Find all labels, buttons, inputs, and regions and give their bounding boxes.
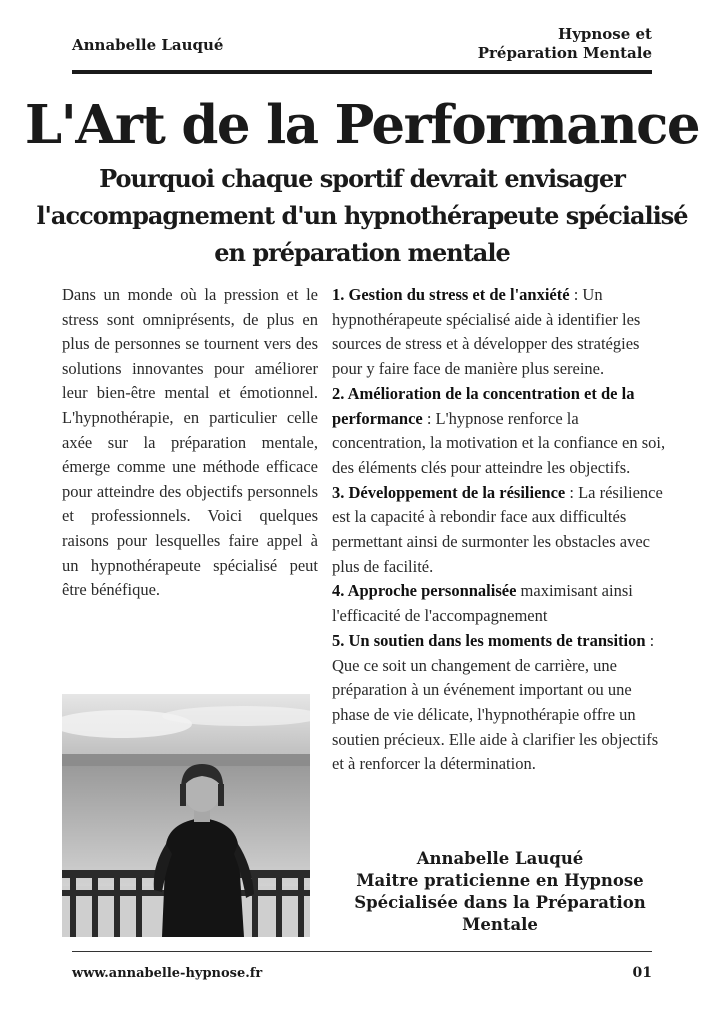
page-title: L'Art de la Performance bbox=[24, 94, 700, 156]
reason-item bbox=[332, 283, 668, 382]
brand-line-2: Préparation Mentale bbox=[477, 44, 652, 62]
signature-block bbox=[340, 848, 660, 936]
brand-title bbox=[478, 25, 652, 63]
reason-heading: 5. Un soutien dans les moments de transition bbox=[332, 630, 646, 650]
reason-text: : Que ce soit un changement de carrière, une préparation à un événement important ou une phase de vie délicate, l'hypnothérapie offre un soutien précieux. Elle aide à clarifier les objectifs et à renforcer la détermination. bbox=[332, 630, 659, 774]
reason-heading: 1. Gestion du stress et de l'anxiété bbox=[332, 285, 574, 304]
brand-line-1: Hypnose et bbox=[558, 25, 652, 43]
reason-item bbox=[332, 629, 668, 777]
signature-line-2: Spécialisée dans la Préparation bbox=[354, 893, 646, 912]
website-link[interactable]: www.annabelle-hypnose.fr bbox=[72, 966, 263, 981]
reason-heading: 3. Développement de la résilience bbox=[332, 482, 566, 502]
author-photo bbox=[62, 694, 310, 937]
reason-heading: 4. Approche personnalisée bbox=[332, 581, 521, 601]
author-name: Annabelle Lauqué bbox=[72, 36, 224, 54]
signature-name: Annabelle Lauqué bbox=[416, 849, 584, 868]
reasons-list bbox=[332, 283, 668, 777]
reason-heading: 2. Amélioration de la concentration et de la performance bbox=[332, 383, 635, 428]
signature-line-3: Mentale bbox=[462, 915, 538, 934]
page-number: 01 bbox=[632, 965, 652, 981]
page-subtitle: Pourquoi chaque sportif devrait envisager l'accompagnement d'un hypnothérapeute spécialisé en préparation mentale bbox=[36, 164, 688, 267]
signature-line-1: Maitre praticienne en Hypnose bbox=[356, 871, 644, 890]
reason-item bbox=[332, 382, 668, 481]
header-divider bbox=[72, 70, 652, 74]
reason-text: : L'hypnose renforce la concentration, la motivation et la confiance en soi, des éléments clés pour atteindre les objectifs. bbox=[332, 408, 666, 477]
reason-item bbox=[332, 579, 668, 628]
reason-text: : La résilience est la capacité à rebondir face aux difficultés permettant ainsi de surmonter les obstacles avec plus de facilité. bbox=[332, 482, 663, 576]
reason-text: : Un hypnothérapeute spécialisé aide à identifier les sources de stress et à développer des stratégies pour y faire face de manière plus sereine. bbox=[332, 285, 641, 379]
author-photo-illustration bbox=[62, 694, 310, 937]
reason-text: maximisant ainsi l'efficacité de l'accompagnement bbox=[332, 581, 633, 626]
reason-item bbox=[332, 481, 668, 580]
footer-divider bbox=[72, 951, 652, 952]
intro-paragraph: Dans un monde où la pression et le stress sont omniprésents, de plus en plus de personnes se tournent vers des solutions innovantes pour améliorer leur bien-être mental et émotionnel. L'hypnothérapie, en particulier celle axée sur la préparation mentale, émerge comme une méthode efficace pour atteindre des objectifs personnels et professionnels. Voici quelques raisons pour lesquelles faire appel à un hypnothérapeute spécialisé peut être bénéfique. bbox=[62, 285, 318, 600]
